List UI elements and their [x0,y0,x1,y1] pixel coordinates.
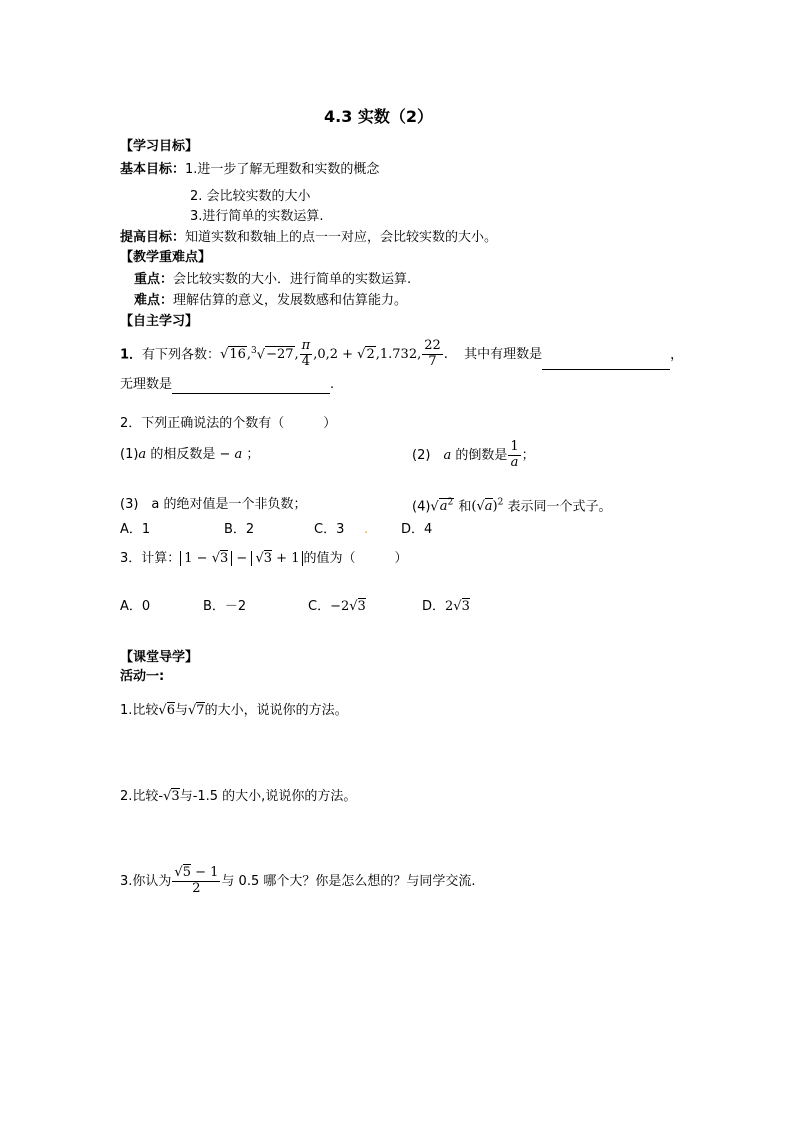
sqrt-a-paren-squared: $(√a)^2$ [471,498,504,515]
section-heading-selfstudy: 【自主学习】 [120,314,199,329]
advanced-goal [120,229,497,247]
q2-option-d[interactable]: D．4 [401,522,433,537]
hard-point-label: 难点： [134,293,174,308]
section-heading-classroom: 【课堂导学】 [120,650,199,665]
irrational-answer-blank[interactable] [172,379,330,394]
page-title: 4.3 实数（2） [324,107,434,126]
q3-option-b[interactable]: B．－2 [203,599,247,614]
q2-option-a[interactable]: A．1 [120,522,151,537]
sqrt-6: √6 [158,703,175,718]
cbrt-neg27: $^3$√−27 [251,346,294,363]
q2-statement-4: $(4)√a^2$ 和$(√a)^2$ 表示同一个式子。 [412,490,611,520]
activity-label: 活动一: [120,669,165,684]
rational-prompt: 其中有理数是 [464,347,543,363]
q2-option-c[interactable]: C．3 [314,522,345,537]
sqrt-7: √7 [188,703,205,718]
question-1: 1．有下列各数：√16,$^3$√−27, $\frac{\pi}{4}$ ,0,2 + √2,1.732, $\frac{22}{7}$ . 其中有理数是 ， [120,336,683,370]
activity-problem-3: 3.你认为 $\frac{√5 - 1}{2}$ 与 0.5 哪个大？你是怎么想的？与同学交流. [120,865,476,896]
key-point-text: 会比较实数的大小．进行简单的实数运算. [173,272,412,287]
q2-statement-3: (3) a 的绝对值是一个非负数； [120,497,307,512]
irrational-prompt: 无理数是 [120,377,173,392]
question-3-stem: 3．计算： 1 − √3 − √3 + 1 的值为（ ） [120,551,408,566]
section-heading-goals: 【学习目标】 [120,139,199,154]
sqrt-a-squared: $√a^2$ [430,498,454,515]
sqrt-3: √3 [163,789,180,804]
question-1-number-list: √16,$^3$√−27, $\frac{\pi}{4}$ ,0,2 + √2,1.732, $\frac{22}{7}$ . [220,347,448,362]
question-2-stem: 2．下列正确说法的个数有（ ） [120,416,337,431]
basic-goal-label: 基本目标： [120,162,186,177]
fraction-sqrt5-minus-1-over-2: $\frac{√5 - 1}{2}$ [174,865,219,896]
basic-goal-2: 2. 会比较实数的大小 [190,189,311,204]
hard-point-text: 理解估算的意义，发展数感和估算能力。 [173,293,408,308]
neg-2-sqrt-3: −2√3 [330,599,366,614]
key-point [134,271,411,289]
sqrt-2: √2 [357,347,375,363]
activity-problem-1: 1.比较√6与√7的大小，说说你的方法。 [120,703,348,718]
2-sqrt-3: 2√3 [445,599,470,614]
question-1-prefix: 有下列各数： [142,347,221,363]
question-1-irrational: 无理数是 . [120,377,335,392]
q2-statement-2: (2) a 的倒数是 $\frac{1}{a}$ ； [412,439,535,470]
q2-statement-1: (1)a 的相反数是 − a ； [120,447,260,462]
basic-goal-1-text: 1.进一步了解无理数和实数的概念 [185,162,380,177]
fraction-22-over-7: $\frac{22}{7}$ [424,338,441,370]
q3-option-a[interactable]: A．0 [120,599,151,614]
basic-goal-1 [120,161,379,179]
section-heading-keypoints: 【教学重难点】 [120,250,212,265]
advanced-goal-label: 提高目标： [120,230,186,245]
sqrt-16: √16 [220,347,246,363]
question-1-number: 1． [120,347,143,363]
key-point-label: 重点： [134,272,174,287]
basic-goal-3: 3.进行简单的实数运算. [190,209,324,224]
fraction-pi-over-4: $\frac{\pi}{4}$ [301,338,311,370]
q3-option-c[interactable]: C．−2√3 [308,599,366,614]
abs-expression: 1 − √3 − √3 + 1 [180,551,303,566]
q3-option-d[interactable]: D．2√3 [422,599,470,614]
rational-answer-blank[interactable] [542,355,670,370]
activity-problem-2: 2.比较-√3与-1.5 的大小,说说你的方法。 [120,789,357,804]
fraction-1-over-a: $\frac{1}{a}$ [510,439,519,470]
hard-point [134,292,407,310]
q2-option-b[interactable]: B．2 [224,522,255,537]
advanced-goal-text: 知道实数和数轴上的点一一对应，会比较实数的大小。 [185,230,498,245]
stray-dot: . [364,522,369,537]
